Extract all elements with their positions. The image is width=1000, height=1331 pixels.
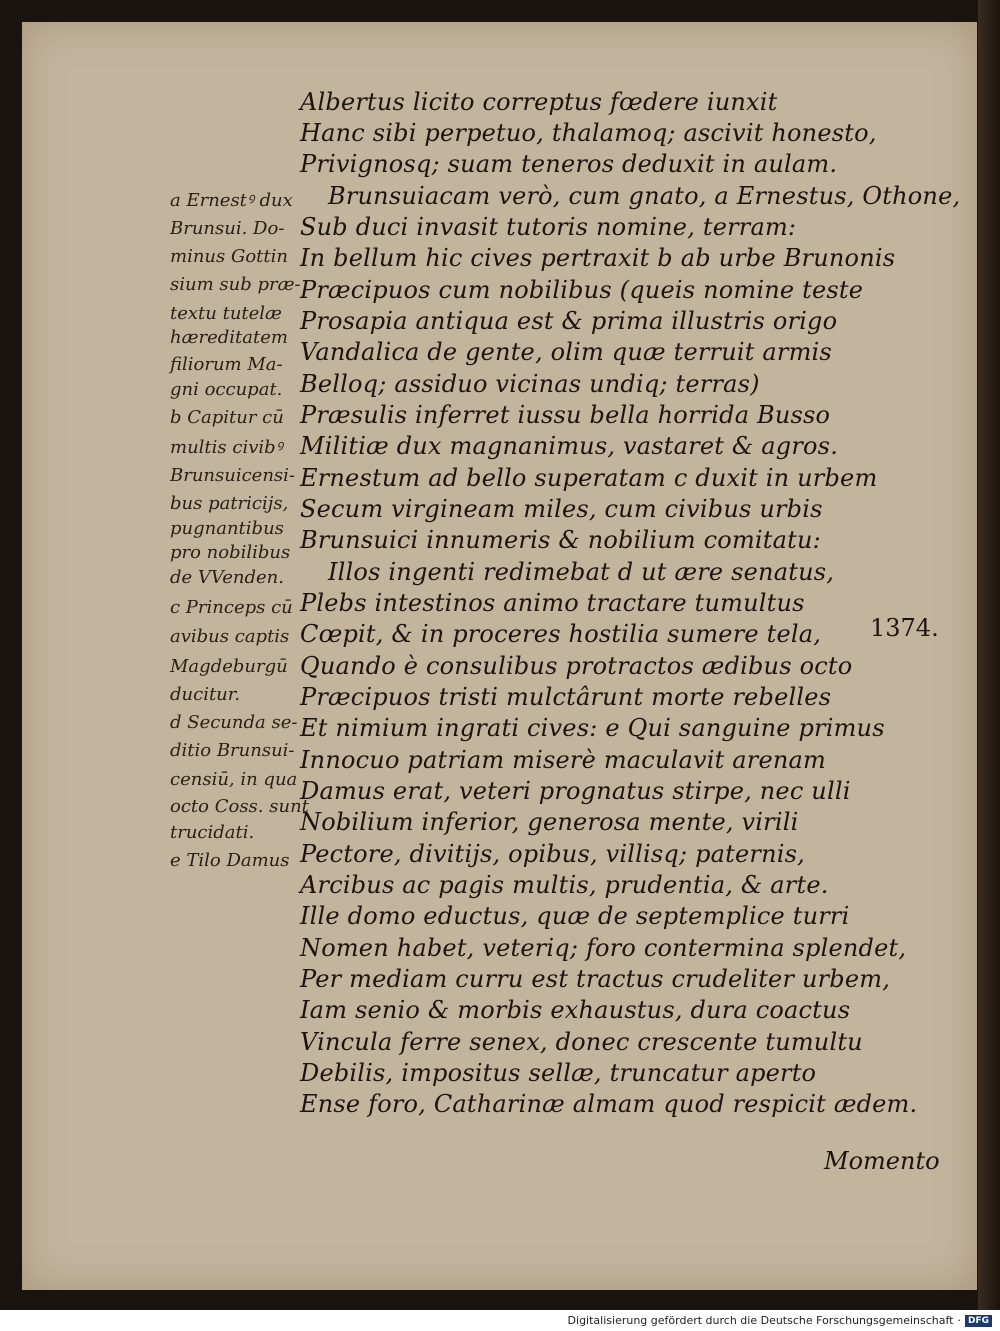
verse-line: Vincula ferre senex, donec crescente tumultu: [300, 1028, 863, 1056]
verse-line: Nobilium inferior, generosa mente, virili: [300, 808, 799, 836]
verse-line: Nomen habet, veteriq; foro contermina splendet,: [300, 934, 907, 962]
marginal-note-line: ditio Brunsui-: [170, 740, 295, 761]
verse-line: Plebs intestinos animo tractare tumultus: [300, 589, 805, 617]
marginal-note-line: sium sub præ-: [170, 274, 301, 295]
verse-line: Brunsuiacam verò, cum gnato, a Ernestus, Othone,: [328, 182, 961, 210]
marginal-note-line: textu tutelæ: [170, 303, 282, 324]
credit-text: Digitalisierung gefördert durch die Deutsche Forschungsgemeinschaft: [567, 1314, 954, 1327]
marginal-note-line: filiorum Ma-: [170, 354, 283, 375]
verse-line: Præcipuos cum nobilibus (queis nomine teste: [300, 276, 864, 304]
marginal-note-line: e Tilo Damus: [170, 850, 290, 871]
marginal-note-line: c Princeps cū: [170, 597, 293, 618]
marginal-note-line: pro nobilibus: [170, 542, 291, 563]
verse-line: Arcibus ac pagis multis, prudentia, & arte.: [300, 871, 829, 899]
verse-line: Pectore, divitijs, opibus, villisq; paternis,: [300, 840, 805, 868]
verse-line: Præsulis inferret iussu bella horrida Busso: [300, 401, 831, 429]
book-page: [22, 22, 977, 1290]
marginal-note-line: d Secunda se-: [170, 712, 298, 733]
verse-line: Belloq; assiduo vicinas undiq; terras): [300, 370, 760, 398]
marginal-note-line: gni occupat.: [170, 379, 283, 400]
verse-line: Brunsuici innumeris & nobilium comitatu:: [300, 526, 821, 554]
verse-line: Militiæ dux magnanimus, vastaret & agros.: [300, 432, 839, 460]
marginal-notes: [22, 22, 309, 1290]
marginal-note-line: avibus captis: [170, 626, 290, 647]
page-edge: [978, 0, 1000, 1310]
verse-line: Ense foro, Catharinæ almam quod respicit ædem.: [300, 1090, 918, 1118]
marginal-note-line: trucidati.: [170, 822, 255, 843]
marginal-note-line: octo Coss. sunt: [170, 796, 309, 817]
marginal-note-line: de VVenden.: [170, 567, 284, 588]
marginal-note-line: minus Gottin: [170, 246, 289, 267]
credit-separator: ·: [957, 1314, 961, 1327]
verse-line: Prosapia antiqua est & prima illustris origo: [300, 307, 838, 335]
digitization-credit: [568, 1314, 992, 1327]
verse-line: Vandalica de gente, olim quæ terruit armis: [300, 338, 832, 366]
marginal-note-line: multis civibꝰ: [170, 437, 283, 458]
marginal-note-line: bus patricijs,: [170, 493, 289, 514]
catchword: Momento: [824, 1147, 940, 1175]
verse-line: In bellum hic cives pertraxit b ab urbe Brunonis: [300, 244, 896, 272]
verse-line: Per mediam curru est tractus crudeliter urbem,: [300, 965, 891, 993]
verse-line: Damus erat, veteri prognatus stirpe, nec ulli: [300, 777, 851, 805]
year-marginal: 1374.: [870, 614, 939, 642]
marginal-note-line: a Ernestꝰ dux: [170, 190, 293, 211]
verse-line: Illos ingenti redimebat d ut ære senatus,: [328, 558, 835, 586]
marginal-note-line: pugnantibus: [170, 518, 284, 539]
verse-column: [300, 22, 961, 1290]
verse-line: Privignosq; suam teneros deduxit in aulam.: [300, 150, 838, 178]
verse-line: Debilis, impositus sellæ, truncatur aperto: [300, 1059, 817, 1087]
verse-line: Præcipuos tristi mulctârunt morte rebelles: [300, 683, 832, 711]
verse-line: Et nimium ingrati cives: e Qui sanguine primus: [300, 714, 885, 742]
verse-line: Albertus licito correptus fœdere iunxit: [300, 88, 778, 116]
verse-line: Cœpit, & in proceres hostilia sumere tela,: [300, 620, 822, 648]
verse-line: Ille domo eductus, quæ de septemplice turri: [300, 902, 850, 930]
verse-line: Innocuo patriam miserè maculavit arenam: [300, 746, 827, 774]
verse-line: Hanc sibi perpetuo, thalamoq; ascivit honesto,: [300, 119, 877, 147]
verse-line: Ernestum ad bello superatam c duxit in urbem: [300, 464, 878, 492]
marginal-note-line: Brunsuicensi-: [170, 465, 296, 486]
marginal-note-line: Magdeburgū: [170, 656, 288, 677]
verse-line: Secum virgineam miles, cum civibus urbis: [300, 495, 823, 523]
verse-line: Quando è consulibus protractos ædibus octo: [300, 652, 853, 680]
dfg-logo-icon: DFG: [965, 1315, 992, 1327]
marginal-note-line: hæreditatem: [170, 327, 288, 348]
marginal-note-line: b Capitur cū: [170, 407, 284, 428]
marginal-note-line: censiū, in qua: [170, 769, 298, 790]
verse-line: Sub duci invasit tutoris nomine, terram:: [300, 213, 797, 241]
marginal-note-line: Brunsui. Do-: [170, 218, 285, 239]
verse-line: Iam senio & morbis exhaustus, dura coactus: [300, 996, 851, 1024]
marginal-note-line: ducitur.: [170, 684, 241, 705]
